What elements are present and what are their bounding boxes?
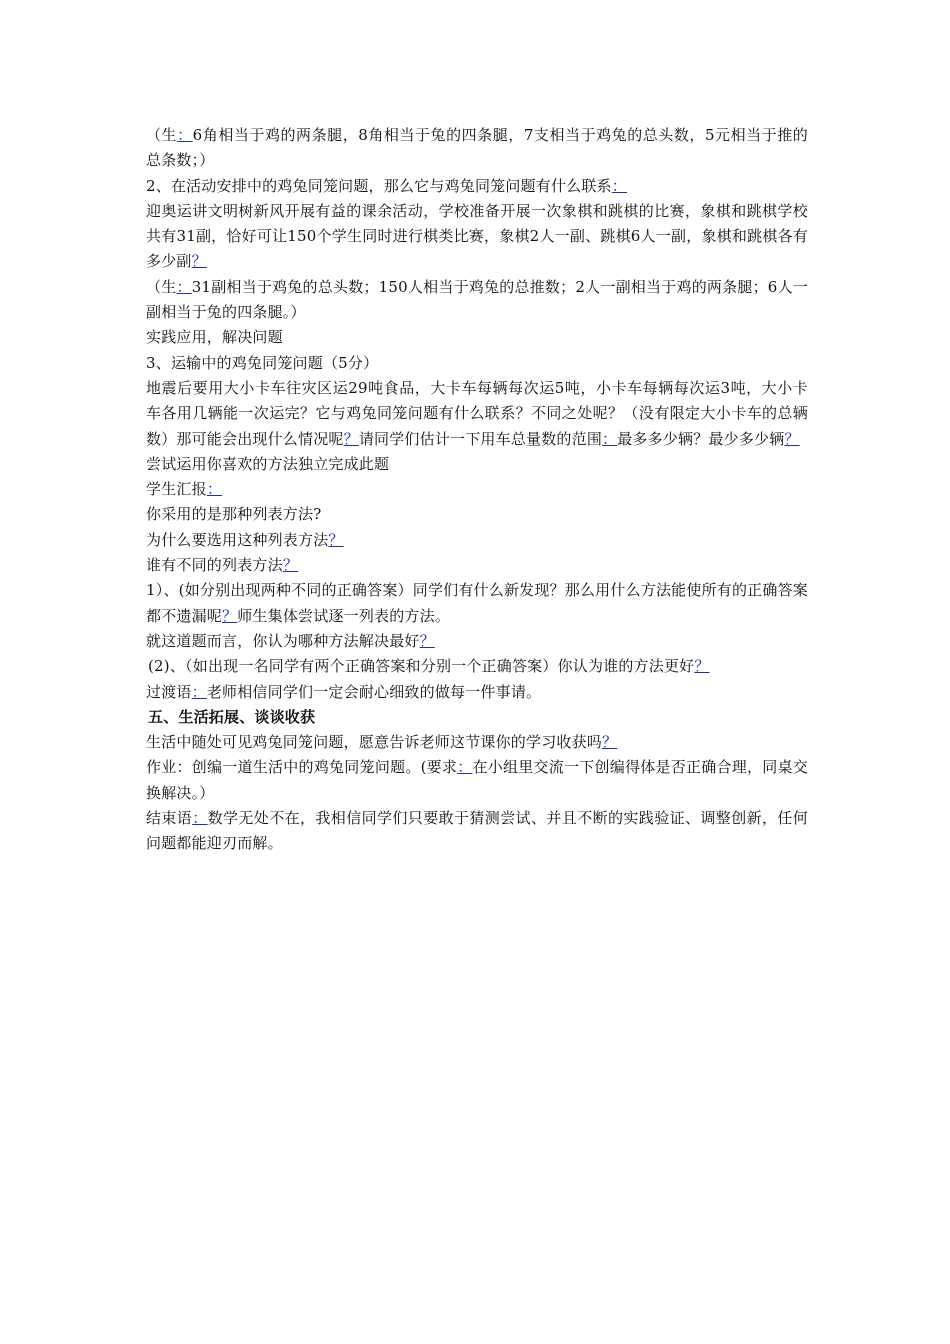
text-run: 3、运输中的鸡兔同笼问题（5分） (146, 353, 379, 372)
text-run: 师生集体尝试逐一列表的方法。 (237, 606, 451, 625)
text-run: 为什么要选用这种列表方法 (146, 530, 329, 549)
underlined-mark: ： (457, 758, 473, 777)
text-run: 31副相当于鸡兔的总头数；150人相当于鸡兔的总推数；2人一副相当于鸡的两条腿；6人一副相当于兔的四条腿。） (146, 277, 808, 322)
underlined-mark: ？ (222, 606, 238, 625)
paragraph (146, 199, 808, 275)
underlined-mark: ？ (328, 530, 344, 549)
paragraph (146, 376, 808, 452)
paragraph (146, 730, 808, 755)
text-run: 老师相信同学们一定会耐心细致的做每一件事请。 (206, 682, 542, 701)
paragraph (146, 705, 808, 730)
paragraph (146, 553, 808, 578)
underlined-mark: ： (176, 277, 192, 296)
paragraph (146, 351, 808, 376)
text-run: 就这道题而言，你认为哪种方法解决最好 (146, 631, 420, 650)
text-run: （生 (146, 126, 178, 144)
paragraph (146, 275, 808, 326)
paragraph (146, 806, 808, 857)
paragraph (146, 174, 808, 199)
underlined-mark: ： (206, 480, 223, 499)
text-run: 地震后要用大小卡车往灾区运29吨食品，大卡车每辆每次运5吨，小卡车每辆每次运3吨，大小卡车各用几辆能一次运完？它与鸡兔同笼问题有什么联系？不同之处呢？（没有限定大小卡车的总辆数）那可能会出现什么情况呢 (146, 378, 808, 448)
underlined-mark: ？ (784, 429, 800, 448)
text-run: 在小组里交流一下创编得体是否正确合理，同桌交换解决。） (146, 758, 809, 802)
paragraph (146, 578, 808, 629)
paragraph (146, 654, 808, 679)
text-run: 1）、(如分别出现两种不同的正确答案）同学们有什么新发现？那么用什么方法能使所有的正确答案都不遗漏呢 (146, 581, 808, 625)
text-run: 实践应用，解决问题 (146, 328, 283, 347)
text-run: 6角相当于鸡的两条腿，8角相当于兔的四条腿，7支相当于鸡兔的总头数，5元相当于推的总条数；） (146, 126, 809, 170)
text-run: 2、在活动安排中的鸡兔同笼问题，那么它与鸡兔同笼问题有什么联系 (146, 176, 612, 195)
paragraph (146, 528, 808, 553)
text-run: 过渡语 (146, 682, 192, 701)
text-run: 作业：创编一道生活中的鸡兔同笼问题。(要求 (146, 758, 458, 777)
text-run: 请同学们估计一下用车总量数的范围 (358, 429, 603, 448)
text-run: 你采用的是那种列表方法? (146, 505, 322, 524)
text-run: 学生汇报 (146, 480, 207, 499)
underlined-mark: ： (602, 429, 618, 448)
underlined-mark: ？ (419, 631, 435, 650)
paragraph (146, 123, 808, 174)
text-run: 尝试运用你喜欢的方法独立完成此题 (146, 454, 390, 473)
paragraph (146, 629, 808, 654)
text-run: 最多多少辆？最少多少辆 (617, 429, 785, 448)
underlined-mark: ： (177, 126, 193, 144)
text-run: 谁有不同的列表方法 (146, 556, 283, 575)
underlined-mark: ： (192, 809, 208, 828)
paragraph (146, 477, 808, 502)
text-run: （生 (146, 277, 177, 296)
paragraph (146, 325, 808, 350)
underlined-mark: ： (191, 682, 207, 701)
underlined-mark: ？ (191, 252, 207, 271)
paragraph (146, 452, 808, 477)
underlined-mark: ： (611, 176, 627, 195)
text-run: 结束语 (146, 809, 193, 828)
text-run: 迎奥运讲文明树新风开展有益的课余活动，学校准备开展一次象棋和跳棋的比赛，象棋和跳棋学校共有31副，恰好可让150个学生同时进行棋类比赛，象棋2人一副、跳棋6人一副，象棋和跳棋各有多少副 (146, 201, 808, 271)
document-body (146, 123, 808, 857)
underlined-mark: ？ (602, 733, 618, 752)
text-run: (2)、（如出现一名同学有两个正确答案和分别一个正确答案）你认为谁的方法更好 (148, 657, 695, 676)
underlined-mark: ？ (694, 657, 710, 676)
text-run: 数学无处不在，我相信同学们只要敢于猜测尝试、并且不断的实践验证、调整创新，任何问题都能迎刃而解。 (146, 809, 808, 853)
paragraph (146, 680, 808, 705)
underlined-mark: ？ (282, 556, 299, 575)
text-run: 五、生活拓展、谈谈收获 (148, 707, 316, 726)
underlined-mark: ？ (343, 429, 359, 448)
text-run: 生活中随处可见鸡兔同笼问题，愿意告诉老师这节课你的学习收获吗 (146, 733, 603, 752)
paragraph (146, 755, 808, 806)
paragraph (146, 502, 808, 527)
